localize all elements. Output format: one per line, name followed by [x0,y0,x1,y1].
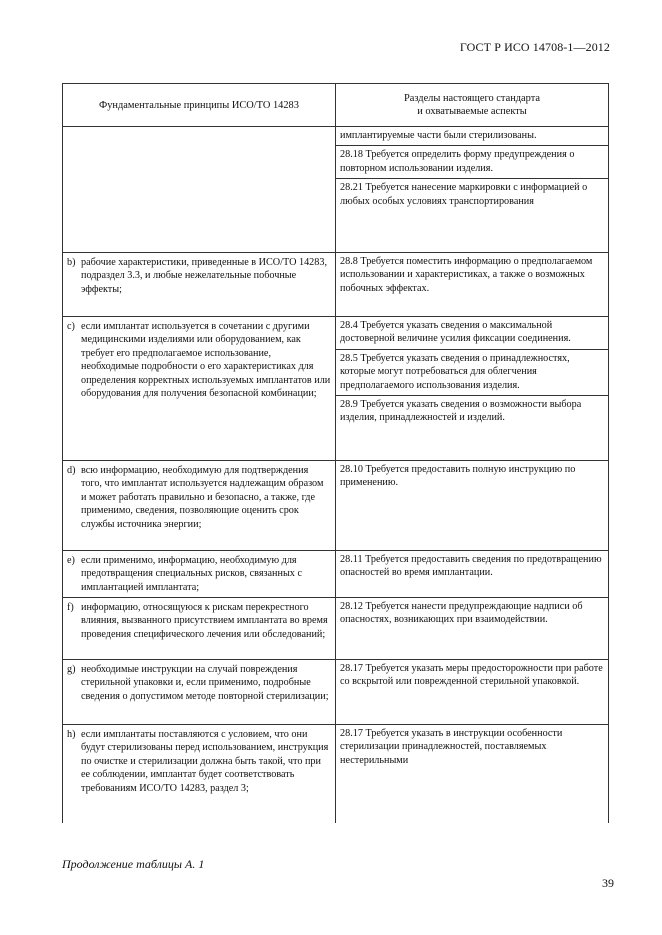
section-cell [336,725,609,824]
item-marker: g) [67,664,76,675]
page-number: 39 [602,876,614,890]
item-marker: c) [67,321,75,332]
principle-text: если имплантаты поставляются с условием, что они будут стерилизованы перед использованием, инструкция по очистке и стерилизации должна быть такой, что при ее соблюдении, имплантат будет соответствовать требованиям ИСО/ТО 14283, раздел 3; [81,729,329,794]
section-entry: 28.4 Требуется указать сведения о максимальной достоверной величине усилия фиксации соединения. [340,320,571,345]
table-row [63,551,609,598]
principle-cell [63,127,336,253]
principle-cell [63,725,336,824]
item-marker: b) [67,257,76,268]
section-entry: 28.11 Требуется предоставить сведения по предотвращению опасностей во время имплантации. [340,554,602,579]
table-row [63,660,609,725]
column-header-principles: Фундаментальные принципы ИСО/ТО 14283 [63,84,336,127]
principle-item [63,598,335,643]
principle-text: всю информацию, необходимую для подтверждения того, что имплантат используется надлежащим образом и может работать правильно и безопасно, а также, где применимо, сведения, позволяющие оценить срок службы источника энергии; [81,465,324,530]
section-entry: имплантируемые части были стерилизованы. [340,130,537,141]
principle-item [63,551,335,596]
principle-cell [63,317,336,461]
table-row [63,253,609,317]
principle-item [63,317,335,402]
table-row [63,317,609,461]
column-header-sections-line1: Разделы настоящего стандарта [403,93,541,104]
principle-text: если применимо, информацию, необходимую для предотвращения специальных рисков, связанных с имплантацией имплантата; [81,555,302,593]
principle-text: если имплантат используется в сочетании с другими медицинскими изделиями или оборудованием, как требует его предполагаемое использование, необходимые подробности о его характеристиках для определения корректных используемых имплантатов или оборудования для получения безопасной комбинации; [81,321,331,400]
section-cell [336,461,609,551]
section-entry: 28.21 Требуется нанесение маркировки с информацией о любых особых условиях транспортирования [336,178,608,211]
requirements-table [62,83,608,823]
table-row [63,725,609,824]
item-marker: d) [67,465,76,476]
table-row [63,461,609,551]
principle-text: информацию, относящуюся к рискам перекрестного влияния, вызванного присутствием имплантата во время проведения специфического лечения или обследований; [81,602,328,640]
principle-cell [63,598,336,660]
column-header-sections [336,84,609,127]
principle-item [63,660,335,705]
principle-text: необходимые инструкции на случай повреждения стерильной упаковки и, если применимо, подробные сведения о допустимом методе повторной стерилизации; [81,664,329,702]
section-entry: 28.10 Требуется предоставить полную инструкцию по применению. [340,464,576,489]
section-entry: 28.17 Требуется указать в инструкции особенности стерилизации принадлежностей, поставляемых нестерильными [340,728,563,766]
principle-item [63,725,335,797]
table-row [63,598,609,660]
principle-cell [63,660,336,725]
table-header-row [63,84,609,127]
table-continuation-note: Продолжение таблицы А. 1 [62,857,205,871]
principle-text: рабочие характеристики, приведенные в ИСО/ТО 14283, подраздел 3.3, и любые нежелательные побочные эффекты; [81,257,327,295]
section-entry: 28.5 Требуется указать сведения о принадлежностях, которые могут потребоваться для облегчения предполагаемого использования изделия. [336,349,608,395]
document-code: ГОСТ Р ИСО 14708-1—2012 [459,40,610,54]
section-cell [336,127,609,253]
item-marker: h) [67,729,76,740]
column-header-sections-line2: и охватываемые аспекты [417,106,527,117]
item-marker: e) [67,555,75,566]
section-entry: 28.9 Требуется указать сведения о возможности выбора изделия, принадлежностей и изделий. [336,395,608,428]
principle-item [63,253,335,298]
principle-item [63,461,335,533]
section-cell [336,253,609,317]
item-marker: f) [67,602,74,613]
section-cell [336,551,609,598]
section-cell [336,660,609,725]
section-entry: 28.17 Требуется указать меры предосторожности при работе со вскрытой или поврежденной стерильной упаковкой. [340,663,603,688]
section-cell [336,598,609,660]
principle-cell [63,461,336,551]
section-entry: 28.18 Требуется определить форму предупреждения о повторном использовании изделия. [336,145,608,178]
section-cell [336,317,609,461]
principle-cell [63,253,336,317]
principle-cell [63,551,336,598]
section-entry: 28.8 Требуется поместить информацию о предполагаемом использовании и характеристиках, а также о возможных побочных эффектах. [340,256,593,294]
section-entry: 28.12 Требуется нанести предупреждающие надписи об опасностях, возникающих при взаимодействии. [340,601,583,626]
table-row [63,127,609,253]
